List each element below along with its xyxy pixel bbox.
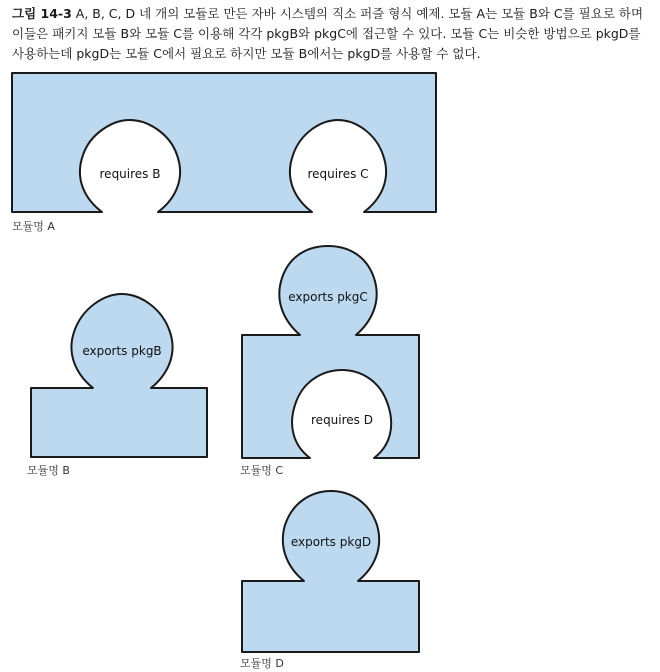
module-b-label: 모듈명 B (27, 464, 70, 477)
module-a-piece (12, 73, 436, 212)
module-b-tab-exports-pkgb: exports pkgB (82, 344, 162, 358)
module-b-piece (31, 294, 207, 457)
module-c-label: 모듈명 C (240, 464, 284, 477)
module-c-tab-exports-pkgc: exports pkgC (288, 290, 368, 304)
module-a-slot-requires-c: requires C (307, 167, 369, 181)
module-d-tab-exports-pkgd: exports pkgD (290, 535, 372, 549)
module-d-label: 모듈명 D (240, 657, 284, 670)
module-d-piece (242, 491, 419, 652)
module-c-slot-requires-d: requires D (311, 413, 373, 427)
module-a-slot-requires-b: requires B (99, 167, 161, 181)
caption-text: A, B, C, D 네 개의 모듈로 만든 자바 시스템의 직소 퍼즐 형식 예제. 모듈 A는 모듈 B와 C를 필요로 하며 이들은 패키지 모듈 B와 모듈 C를 이용해 각각 pkgB와 pkgC에 접근할 수 있다. 모듈 C는 비슷한 방법으로 pkgD를 사용하는데 pkgD는 모듈 C에서 필요로 하지만 모듈 B에서는 pkgD를 사용할 수 없다. (12, 6, 644, 61)
figure-number: 그림 14-3 (12, 6, 72, 21)
module-a-label: 모듈명 A (12, 220, 55, 233)
